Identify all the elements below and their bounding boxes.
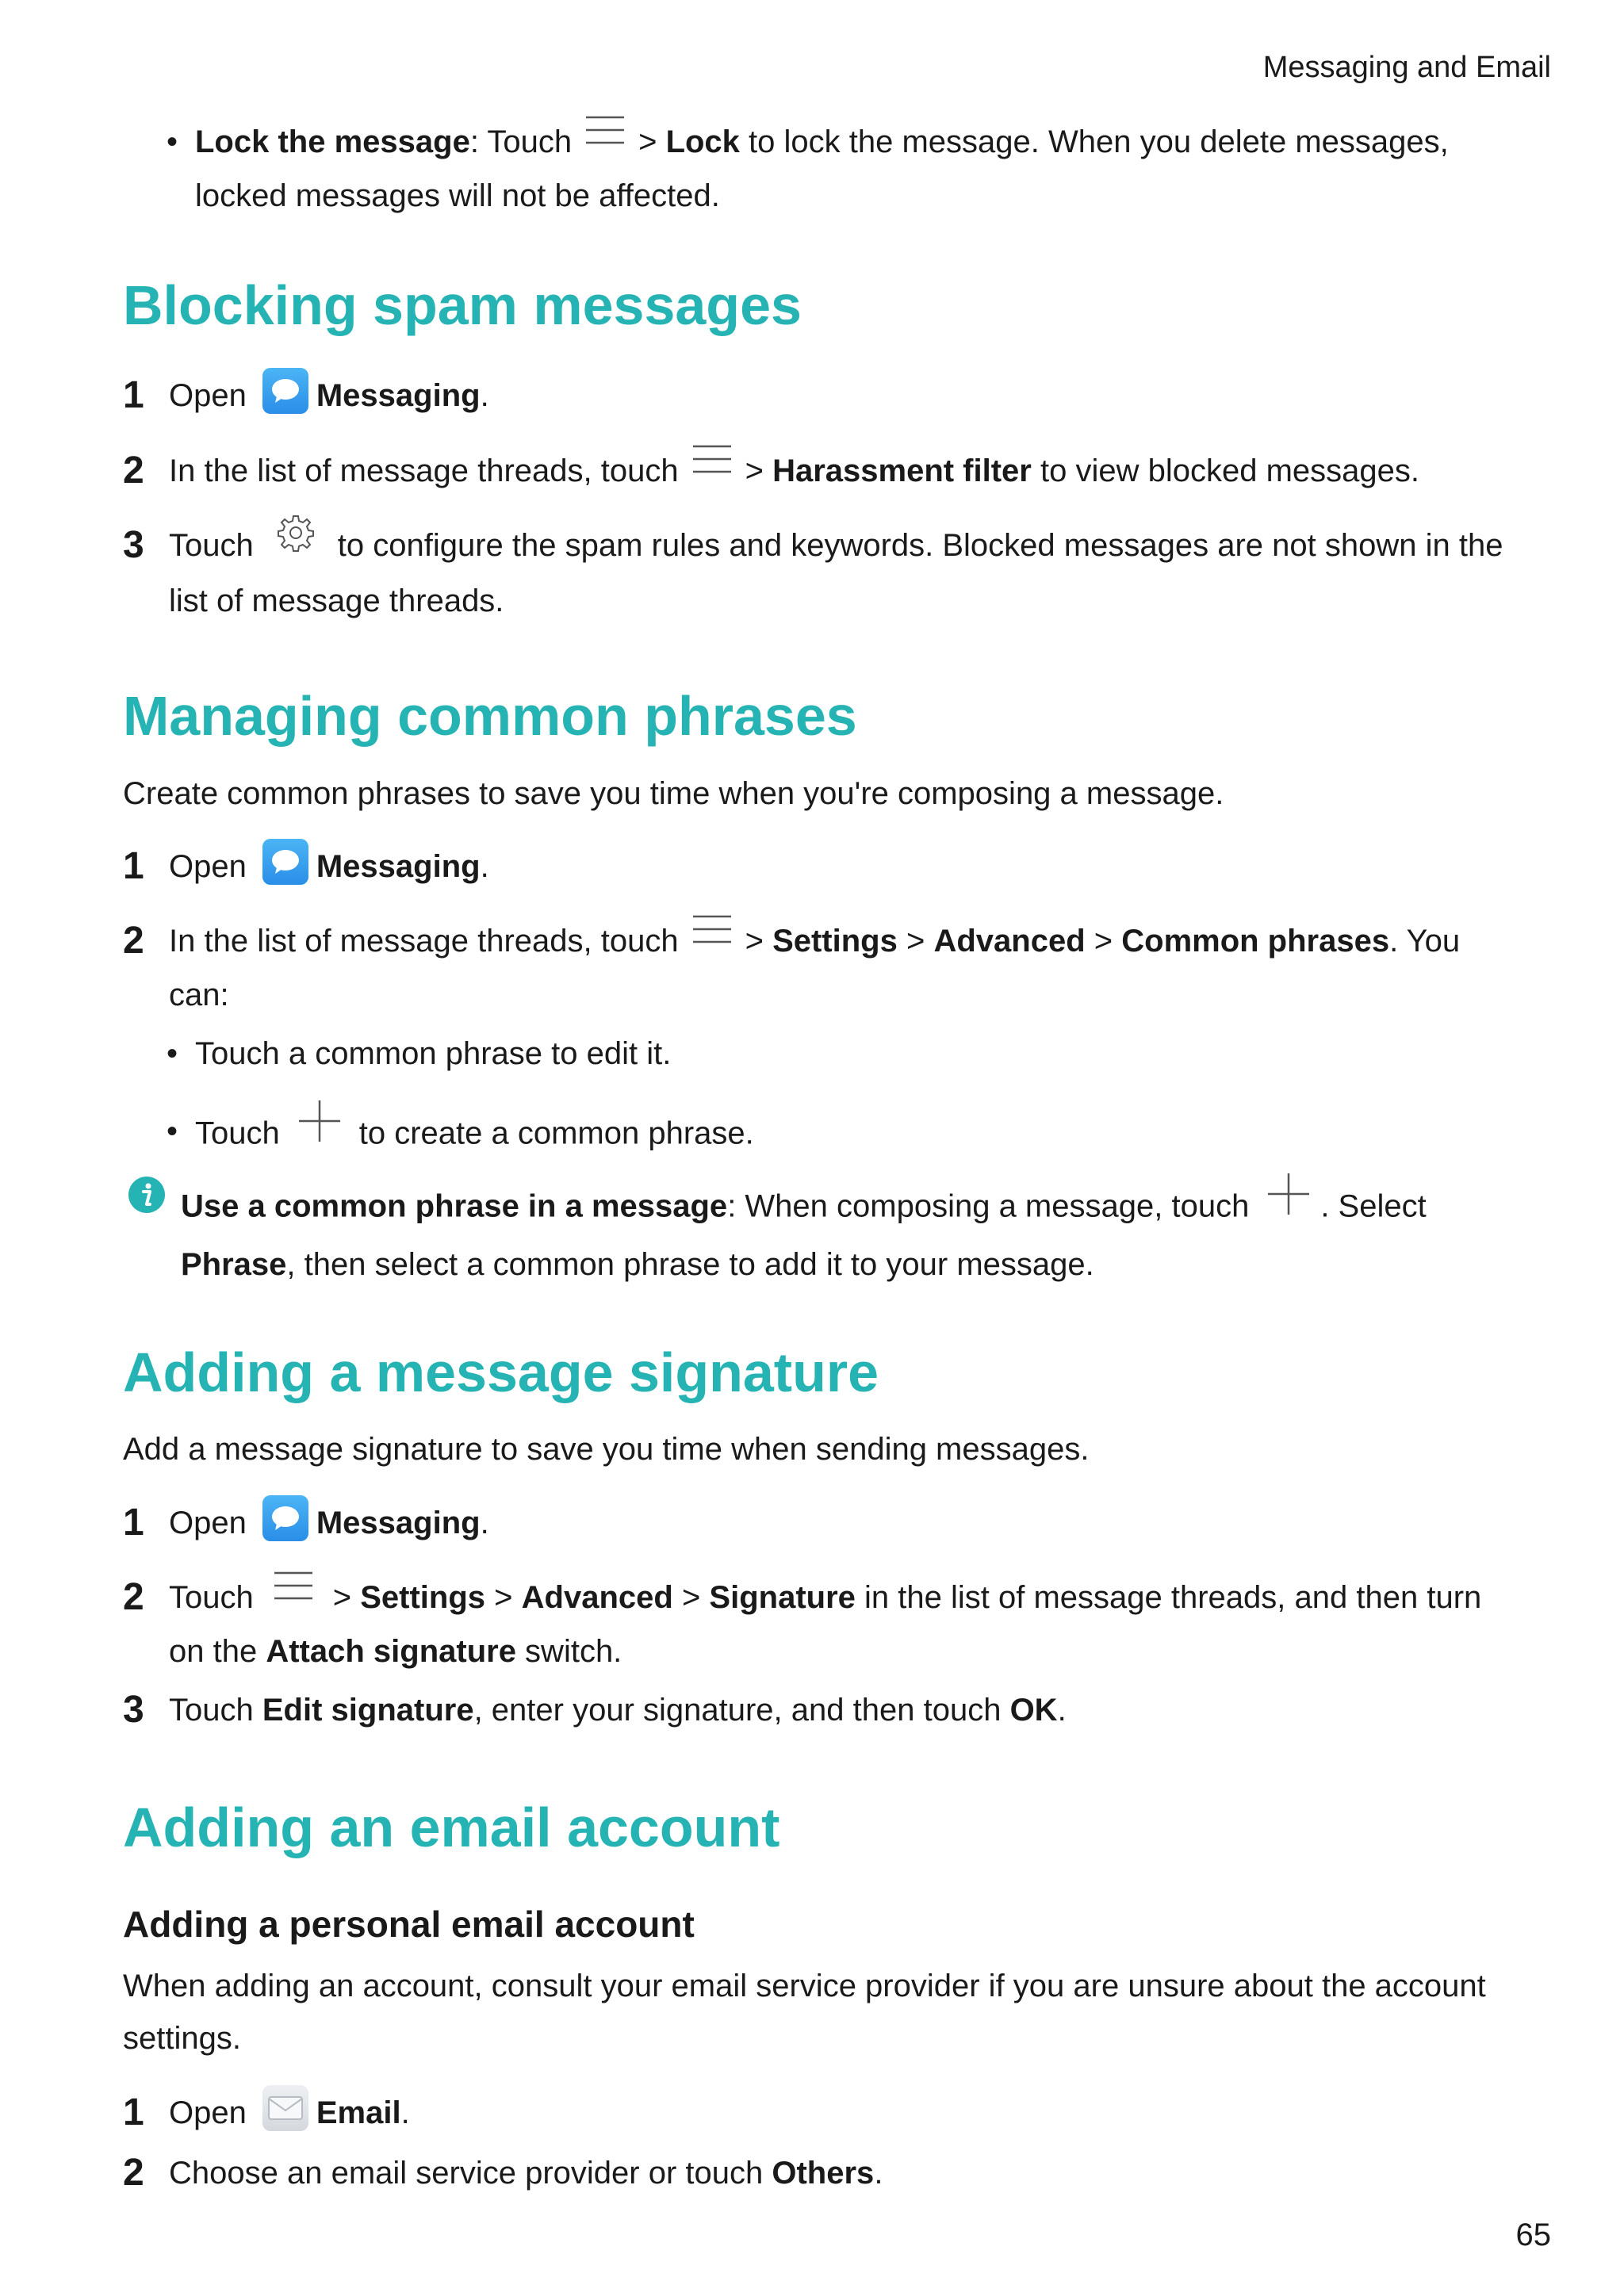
note-mid: . Select xyxy=(1320,1188,1427,1224)
step-number: 1 xyxy=(123,374,144,416)
edit-signature-label: Edit signature xyxy=(262,1693,474,1728)
gt-separator: > xyxy=(906,924,925,959)
step-number: 1 xyxy=(123,2091,144,2133)
phrase-label: Phrase xyxy=(181,1247,287,1282)
plus-icon xyxy=(297,1099,342,1159)
signature-intro: Add a message signature to save you time when sending messages. xyxy=(123,1432,1090,1467)
step-post: to configure the spam rules and keywords. Blocked messages are not shown in the list of message threads. xyxy=(169,528,1503,619)
harassment-filter-label: Harassment filter xyxy=(772,453,1032,488)
step-pre: Open xyxy=(169,2095,247,2130)
messaging-app-icon xyxy=(262,1495,308,1541)
step-text xyxy=(169,915,1517,1021)
menu-icon xyxy=(690,910,734,962)
step-number: 2 xyxy=(123,450,144,492)
step-pre: In the list of message threads, touch xyxy=(169,924,679,959)
settings-gear-icon xyxy=(276,513,316,568)
step-pre: Touch xyxy=(169,528,254,563)
gt-separator: > xyxy=(494,1580,513,1615)
section-title-common-phrases: Managing common phrases xyxy=(123,685,857,747)
messaging-app-icon xyxy=(262,839,308,885)
step-pre: In the list of message threads, touch xyxy=(169,453,679,488)
section-title-message-signature: Adding a message signature xyxy=(123,1341,879,1403)
step-text xyxy=(169,1497,1517,1549)
step-post: switch. xyxy=(515,1634,622,1670)
step-end: . xyxy=(1057,1693,1067,1728)
email-intro: When adding an account, consult your email service provider if you are unsure about the account settings. xyxy=(123,1969,1486,2056)
info-icon xyxy=(127,1175,167,1230)
advanced-label: Advanced xyxy=(521,1580,673,1615)
settings-label: Settings xyxy=(772,924,898,959)
bullet-text: Touch a common phrase to edit it. xyxy=(195,1036,672,1071)
gt-separator: > xyxy=(681,1580,701,1615)
step-end: . xyxy=(480,378,489,413)
others-label: Others xyxy=(772,2156,875,2191)
section-title-email-account: Adding an email account xyxy=(123,1797,780,1858)
bullet-dot: • xyxy=(167,1036,178,1071)
note-title: Use a common phrase in a message xyxy=(181,1188,728,1224)
lock-label: Lock xyxy=(665,124,740,159)
bullet-dot: • xyxy=(167,1114,178,1149)
step-end: . xyxy=(400,2095,410,2130)
step-number: 3 xyxy=(123,1689,144,1731)
settings-label: Settings xyxy=(360,1580,486,1615)
bullet-dot: • xyxy=(167,124,178,159)
step-pre: Touch xyxy=(169,1580,254,1615)
menu-icon xyxy=(690,440,734,492)
step-number: 2 xyxy=(123,1576,144,1618)
note-text xyxy=(181,1178,1529,1291)
step-text xyxy=(169,2087,1517,2139)
step-pre: Open xyxy=(169,849,247,884)
email-app-name: Email xyxy=(316,2095,401,2130)
step-number: 2 xyxy=(123,920,144,962)
step-end: . xyxy=(874,2156,883,2191)
step-pre: Choose an email service provider or touch xyxy=(169,2156,772,2191)
step-post: to view blocked messages. xyxy=(1031,453,1419,488)
messaging-app-icon xyxy=(262,368,308,414)
page-number: 65 xyxy=(1515,2218,1551,2252)
step-mid: , enter your signature, and then touch xyxy=(473,1693,1010,1728)
menu-icon xyxy=(271,1567,316,1619)
step-pre: Open xyxy=(169,378,247,413)
step-pre: Open xyxy=(169,1506,247,1540)
note-pre: : When composing a message, touch xyxy=(727,1188,1250,1224)
menu-icon xyxy=(583,111,627,163)
step-mid: in the list of message threads, and then turn on the xyxy=(169,1580,1482,1670)
note-post: , then select a common phrase to add it to your message. xyxy=(286,1247,1094,1282)
step-text xyxy=(169,519,1517,627)
page-header: Messaging and Email xyxy=(1262,51,1551,84)
step-text xyxy=(169,840,1517,893)
plus-icon xyxy=(1266,1172,1311,1232)
lock-bullet-text xyxy=(195,116,1511,222)
step-text xyxy=(169,2147,1517,2199)
messaging-app-name: Messaging xyxy=(316,849,481,884)
bullet-post: to create a common phrase. xyxy=(358,1115,754,1151)
step-number: 2 xyxy=(123,2152,144,2194)
messaging-app-name: Messaging xyxy=(316,378,481,413)
signature-label: Signature xyxy=(709,1580,856,1615)
common-phrases-intro: Create common phrases to save you time when you're composing a message. xyxy=(123,776,1224,811)
step-number: 1 xyxy=(123,1502,144,1544)
attach-signature-label: Attach signature xyxy=(266,1634,516,1670)
lock-title: Lock the message xyxy=(195,124,470,159)
step-text xyxy=(169,445,1517,499)
gt-separator: > xyxy=(1094,924,1113,959)
gt-separator: > xyxy=(638,124,657,159)
messaging-app-name: Messaging xyxy=(316,1506,481,1540)
step-text xyxy=(169,1684,1517,1736)
advanced-label: Advanced xyxy=(933,924,1086,959)
lock-pre: : Touch xyxy=(469,124,573,159)
email-app-icon xyxy=(262,2085,308,2131)
ok-label: OK xyxy=(1009,1693,1058,1728)
bullet-pre: Touch xyxy=(195,1115,280,1151)
step-number: 3 xyxy=(123,524,144,566)
gt-separator: > xyxy=(332,1580,352,1615)
section-title-blocking-spam: Blocking spam messages xyxy=(123,274,802,336)
lock-post: to lock the message. When you delete messages, locked messages will not be affected. xyxy=(195,124,1449,214)
bullet-text xyxy=(195,1105,1511,1165)
gt-separator: > xyxy=(745,453,764,488)
step-text xyxy=(169,369,1517,422)
common-phrases-label: Common phrases xyxy=(1121,924,1390,959)
step-end: . xyxy=(480,1506,489,1540)
step-pre: Touch xyxy=(169,1693,262,1728)
gt-separator: > xyxy=(745,924,764,959)
step-end: . xyxy=(480,849,489,884)
step-post: . You can: xyxy=(169,924,1461,1013)
step-text xyxy=(169,1571,1517,1678)
subsection-title-personal-email: Adding a personal email account xyxy=(123,1904,695,1945)
step-number: 1 xyxy=(123,845,144,887)
